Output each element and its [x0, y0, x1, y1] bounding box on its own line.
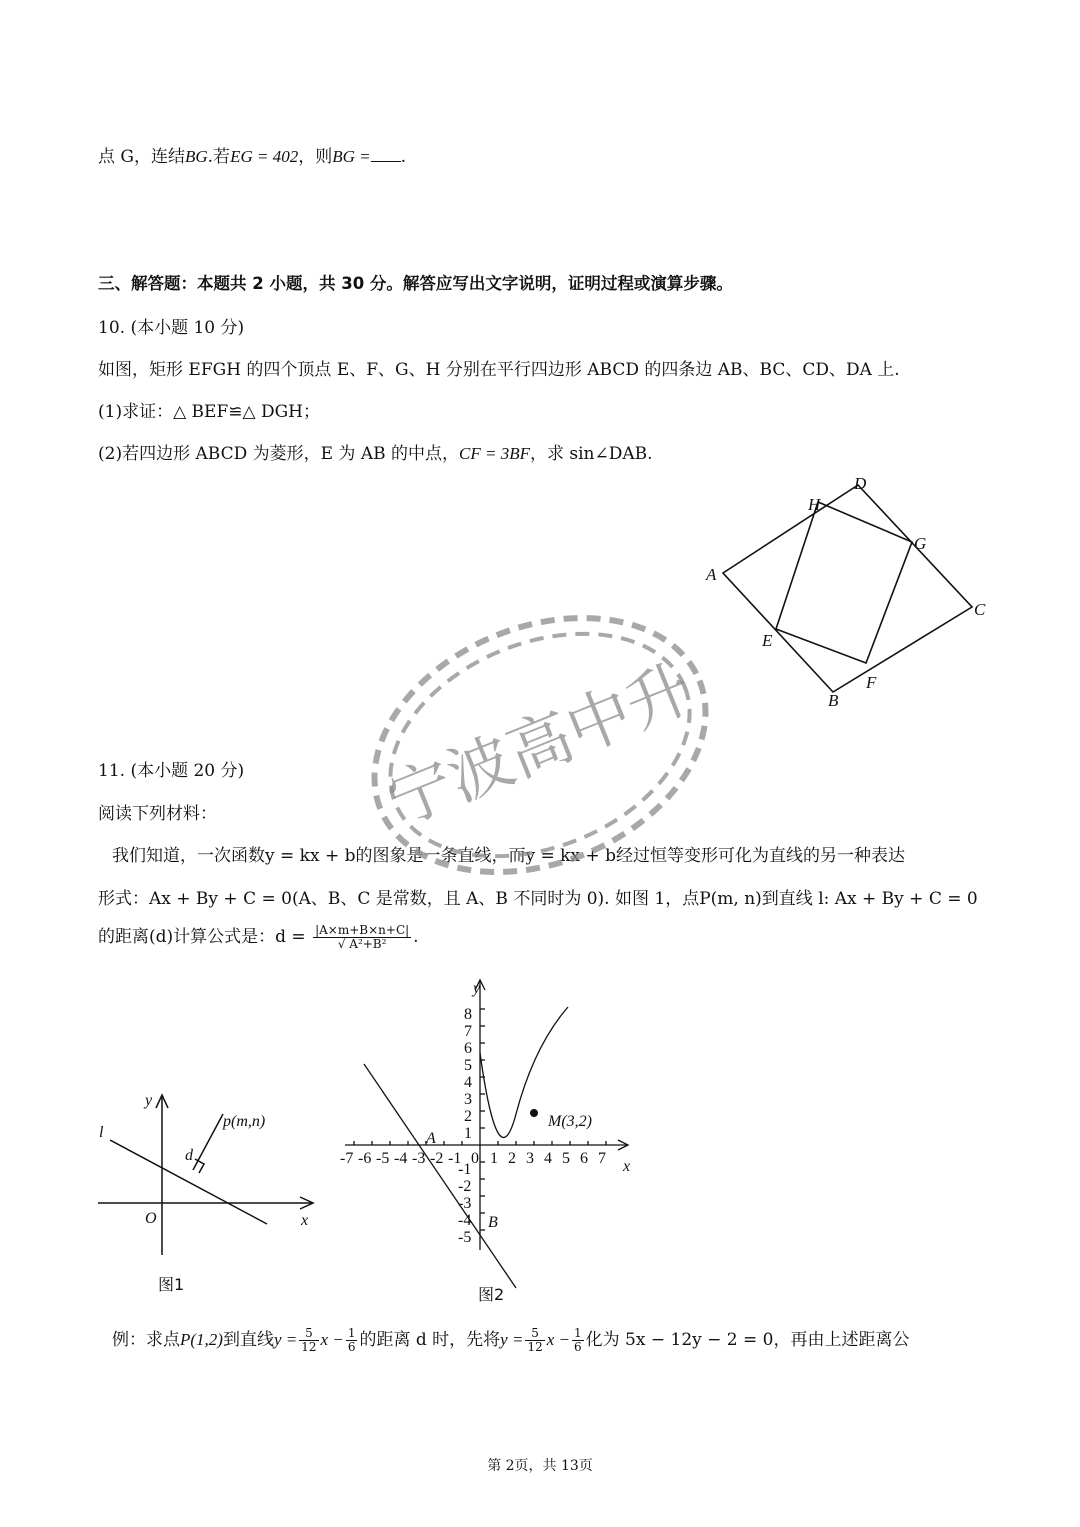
- text-segment: ，则: [298, 147, 333, 167]
- x-tick-label: 7: [598, 1150, 606, 1167]
- label-b: B: [828, 691, 839, 710]
- label-g: G: [914, 534, 927, 553]
- right-angle-mark: [195, 1159, 204, 1173]
- y-tick-label: -1: [458, 1161, 472, 1178]
- x-tick-label: -6: [358, 1150, 372, 1167]
- x-tick-label: -2: [430, 1150, 444, 1167]
- figure-2: [330, 965, 650, 1310]
- x-tick-labels: [340, 1150, 606, 1167]
- label-a: A: [706, 565, 717, 584]
- q10-header: 10. (本小题 10 分): [98, 318, 245, 338]
- fraction-numerator: 1: [574, 1326, 582, 1340]
- point-label-a: A: [426, 1130, 436, 1147]
- perpendicular-segment: [193, 1114, 223, 1170]
- figure-caption: 图2: [478, 1285, 505, 1304]
- y-tick-label: 1: [464, 1125, 472, 1142]
- page-footer: 第 2页，共 13页: [487, 1458, 593, 1474]
- math-segment: BG: [184, 147, 208, 166]
- axis-label-x: x: [301, 1212, 309, 1229]
- math-segment: BG =: [332, 147, 371, 166]
- x-tick-label: -4: [394, 1150, 408, 1167]
- line-ab: [364, 1064, 516, 1288]
- text-segment: 到直线: [222, 1330, 274, 1350]
- watermark-text: 宁波高中升: [378, 651, 703, 841]
- y-tick-label: 8: [464, 1006, 472, 1023]
- fraction-numerator: 5: [525, 1327, 544, 1341]
- math-segment: x −: [320, 1330, 344, 1349]
- y-tick-label: 7: [464, 1023, 472, 1040]
- x-tick-label: 1: [490, 1150, 498, 1167]
- x-tick-label: 2: [508, 1150, 516, 1167]
- rectangle-efgh: [776, 502, 912, 663]
- text-segment: .: [400, 147, 406, 167]
- y-tick-label: 4: [464, 1074, 472, 1091]
- math-segment: x −: [546, 1330, 570, 1349]
- axis-label-x: x: [623, 1158, 631, 1175]
- math-segment: P(1,2): [180, 1330, 223, 1349]
- figure-1: [95, 1085, 325, 1300]
- fraction-numerator: |A×m+B×n+C|: [315, 923, 410, 937]
- distance-label-d: d: [185, 1147, 193, 1164]
- axis-label-y: y: [473, 980, 481, 997]
- label-c: C: [974, 600, 986, 619]
- label-f: F: [866, 673, 877, 692]
- q11-header: 11. (本小题 20 分): [98, 761, 245, 781]
- text-segment: 的距离(d)计算公式是：d =: [98, 927, 306, 947]
- fraction-denominator: 12: [301, 1340, 317, 1354]
- fraction-denominator: 6: [574, 1340, 582, 1354]
- x-tick-label: 4: [544, 1150, 552, 1167]
- fraction: [572, 1327, 584, 1354]
- text-segment: ，求 sin∠DAB.: [529, 444, 653, 464]
- fraction-numerator: 1: [347, 1326, 356, 1340]
- point-label-p: p(m,n): [223, 1113, 266, 1130]
- y-tick-label: -3: [458, 1195, 472, 1212]
- x-tick-label: 6: [580, 1150, 588, 1167]
- x-tick-label: 5: [562, 1150, 570, 1167]
- q11-p1: 我们知道，一次函数y = kx + b的图象是一条直线，而y = kx + b经过恒等变形可化为直线的另一种表达: [112, 846, 905, 866]
- q11-p2: 形式：Ax + By + C = 0(A、B、C 是常数，且 A、B 不同时为 0). 如图 1，点P(m, n)到直线 l: Ax + By + C = 0: [98, 889, 978, 909]
- origin-label: 0: [471, 1150, 479, 1167]
- text-segment: 的距离 d 时，先将: [359, 1330, 501, 1350]
- q9-tail-line: [98, 142, 406, 167]
- fraction: [346, 1327, 358, 1354]
- fraction-denominator: √ A²+B²: [337, 937, 387, 951]
- math-segment: y =: [273, 1330, 298, 1349]
- fraction-numerator: 5: [299, 1327, 318, 1341]
- distance-formula-fraction: [313, 924, 411, 951]
- origin-label: O: [145, 1210, 157, 1227]
- y-tick-label: 6: [464, 1040, 472, 1057]
- label-h: H: [808, 495, 821, 514]
- y-tick-label: 3: [464, 1091, 472, 1108]
- y-tick-label: 2: [464, 1108, 472, 1125]
- y-tick-label: -4: [458, 1212, 472, 1229]
- point-label-b: B: [488, 1214, 498, 1231]
- y-tick-labels: [458, 1006, 472, 1246]
- q10-figure: [690, 465, 1020, 715]
- text-segment: (2)若四边形 ABCD 为菱形，E 为 AB 的中点，: [98, 444, 460, 464]
- answer-blank: [371, 147, 401, 162]
- fraction: [525, 1327, 544, 1354]
- text-segment: .若: [207, 147, 231, 167]
- q11-example-line: [112, 1325, 909, 1354]
- x-tick-label: -1: [448, 1150, 462, 1167]
- label-e: E: [762, 631, 773, 650]
- math-segment: CF = 3BF: [459, 444, 530, 463]
- parallelogram-abcd: [723, 485, 972, 692]
- x-tick-label: -3: [412, 1150, 426, 1167]
- q10-line2: (1)求证：△ BEF≌△ DGH；: [98, 402, 321, 422]
- q11-p3: [98, 922, 419, 951]
- y-tick-label: -2: [458, 1178, 472, 1195]
- x-tick-label: 3: [526, 1150, 534, 1167]
- math-segment: y =: [500, 1330, 524, 1349]
- text-segment: 例：求点: [112, 1330, 180, 1350]
- y-tick-label: 5: [464, 1057, 472, 1074]
- fraction: [299, 1327, 318, 1354]
- x-tick-label: -5: [376, 1150, 390, 1167]
- q11-read: 阅读下列材料：: [98, 804, 217, 824]
- fraction-denominator: 6: [347, 1340, 356, 1354]
- q10-line3: [98, 439, 653, 464]
- text-segment: 点 G，连结: [98, 147, 185, 167]
- point-m: [530, 1109, 538, 1117]
- y-tick-label: -5: [458, 1229, 472, 1246]
- text-segment: 化为 5x − 12y − 2 = 0，再由上述距离公: [585, 1330, 910, 1350]
- q10-line1: 如图，矩形 EFGH 的四个顶点 E、F、G、H 分别在平行四边形 ABCD 的四条边 AB、BC、CD、DA 上.: [98, 360, 900, 380]
- section-heading: 三、解答题：本题共 2 小题，共 30 分。解答应写出文字说明，证明过程或演算步骤。: [98, 274, 733, 293]
- figure-caption: 图1: [158, 1275, 185, 1294]
- point-label-m: M(3,2): [548, 1113, 592, 1130]
- text-segment: .: [413, 927, 419, 947]
- line-label-l: l: [99, 1124, 104, 1141]
- label-d: D: [854, 474, 867, 493]
- fraction-denominator: 12: [527, 1340, 543, 1354]
- axis-label-y: y: [145, 1092, 153, 1109]
- math-segment: EG = 402: [230, 147, 299, 166]
- x-tick-label: -7: [340, 1150, 354, 1167]
